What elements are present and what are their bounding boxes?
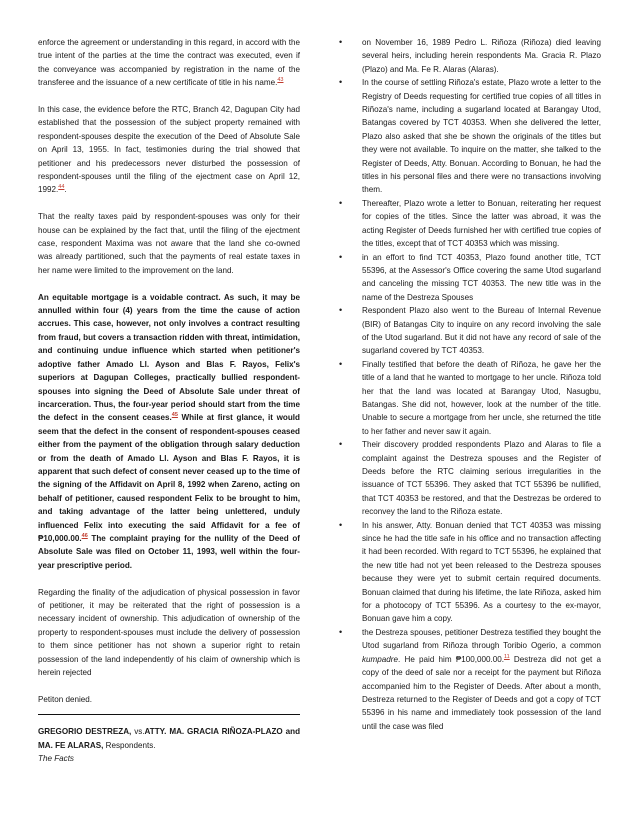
list-item-text: Their discovery prodded respondents Plazo and Alaras to file a complaint against the Destreza spouses and the Register of Deeds before the RTC claiming serious irregularities in the issuance of TCT 55396. They asked that TCT 55396 be nullified, that TCT 40353 be restored, and that the Destrezas be ordered to reconvey the land to the Riñoza estate. (362, 440, 601, 517)
paragraph-text: In this case, the evidence before the RTC, Branch 42, Dagupan City had established that the possession of the subject property remained with respondent-spouses despite the execution of the Deed of Absolute Sale on April 13, 1955. In fact, testimonies during the trial showed that petitioner and his predecessors never disturbed the possession of respondent-spouses until the filing of the ejectment case on April 12, 1992. (38, 105, 300, 195)
footnote-link[interactable]: 45 (171, 412, 178, 419)
bullet-icon: • (339, 77, 343, 88)
bullet-icon: • (339, 358, 343, 369)
paragraph-text: Regarding the finality of the adjudication of physical possession in favor of petitioner, it may be reiterated that the right of possession is a necessary incident of ownership. This adjudication of ownership of the property to respondent-spouses must include the delivery of possession to them since petitioner has not shown a superior right to retain possession of the land independently of his claim of ownership which is herein rejected (38, 587, 300, 678)
bullet-icon: • (339, 305, 343, 316)
list-item-text: In the course of settling Riñoza's estate, Plazo wrote a letter to the Registry of Deeds requesting for certified true copies of all titles in Riñoza's name, including a sugarland located at Barangay Utod, Batangas covered by TCT 40353. When she delivered the letter, Plazo also asked that she be shown the originals of the titles but they were not available. To inquire on the matter, she talked to the Register of Deeds, Atty. Bonuan. According to Bonuan, he had the titles in his personal files and there were no transactions involving them. (362, 78, 601, 195)
list-item-text: Finally testified that before the death of Riñoza, he gave her the title of a land that he wanted to mortgage to her uncle. Riñoza told her that the land was located at Barangay Utod, Nasugbu, Batangas. She did not, however, look at the number of the title. Unable to secure a mortgage from her uncle, she returned the title to her father and never saw it again. (362, 359, 601, 436)
bullet-icon: • (339, 439, 343, 450)
list-item-text-italic: kumpadre (362, 654, 398, 664)
bullet-icon: • (339, 251, 343, 262)
paragraph-possession (38, 586, 300, 680)
paragraph-equitable-mortgage (38, 291, 300, 573)
list-item (339, 197, 601, 251)
list-item (339, 304, 601, 358)
bullet-icon: • (339, 519, 343, 530)
petitioner-name: GREGORIO DESTREZA, (38, 727, 132, 737)
respondents-role: Respondents. (103, 740, 156, 750)
list-item-text: Destreza did not get a copy of the deed of sale nor a receipt for the payment but Riñoza accompanied him to the Register of Deeds. After about a month, Destreza returned to the Register of Deeds and got a copy of TCT 55396 in his name and immediately took possession of the land until the case was filed (362, 654, 601, 731)
list-item-text: Thereafter, Plazo wrote a letter to Bonuan, reiterating her request for copies of the titles. Since the latter was abroad, it was the acting Register of Deeds furnished her with certified true copies of the titles, except that of TCT 40353 which was missing. (362, 198, 601, 249)
list-item-text: the Destreza spouses, petitioner Destreza testified they bought the Utod sugarland from Riñoza through Toribio Ogerio, a common (362, 627, 601, 651)
footnote-link[interactable]: 43 (277, 77, 284, 84)
bullet-icon: • (339, 197, 343, 208)
respondents-names: ATTY. MA. GRACIA RIÑOZA-PLAZO and MA. FE ALARAS, (38, 727, 301, 750)
list-item-text: on November 16, 1989 Pedro L. Riñoza (Riñoza) died leaving several heirs, including herein respondents Ma. Gracia R. Plazo (Plazo) and Ma. Fe R. Alaras (Alaras). (362, 38, 601, 74)
left-column (38, 36, 300, 765)
paragraph-text: An equitable mortgage is a voidable contract. As such, it may be annulled within four (4) years from the time the cause of action accrues. This case, however, not only involves a contract resulting from fraud, but covers a transaction ridden with threat, intimidation, and continuing undue influence which started when petitioner's adoptive father Amado Ll. Ayson and Blas F. Rayos, Felix's superiors at Dagupan Colleges, practically bullied respondent-spouses into signing the Deed of Absolute Sale under threat of incarceration. Thus, the four-year period should start from the time the defect in the consent ceases. (38, 292, 300, 423)
paragraph-text: While at first glance, it would seem that the defect in the consent of respondent-spouses ceased either from the payment of the obligation through salary deduction or from the death of Amado Ll. Ayson and Blas F. Rayos, it is apparent that such defect of consent never ceased up to the time of the signing of the Affidavit on April 8, 1992 when Zareno, acting on behalf of petitioner, caused respondent Felix to be brought to him, and taking advantage of the latter being unlettered, unduly influenced Felix into executing the said Affidavit for a fee of ₱10,000.00. (38, 413, 300, 543)
paragraph-disposition (38, 693, 300, 706)
right-column (339, 36, 601, 733)
paragraph-text: enforce the agreement or understanding in this regard, in accord with the true intent of the parties at the time the contract was executed, even if the conveyance was accompanied by registration in the name of the transferee and the issuance of a new certificate of title in his name. (38, 38, 300, 88)
list-item (339, 519, 601, 626)
paragraph-evidence (38, 103, 300, 197)
bullet-icon: • (339, 626, 343, 637)
bullet-icon: • (339, 37, 343, 47)
paragraph-reconveyance (38, 36, 300, 90)
paragraph-text: That the realty taxes paid by respondent-spouses was only for their house can be explained by the fact that, until the filing of the ejectment case, respondent Maxima was not aware that the land she co-owned was already partitioned, such that the payments of real estate taxes in her name were limited to the improvement on the land. (38, 212, 300, 275)
section-divider (38, 714, 300, 715)
list-item-text: In his answer, Atty. Bonuan denied that TCT 40353 was missing since he had the title safe in his office and no transaction affecting it had been recorded. With regard to TCT 55396, he explained that the new title had not yet been released to the Destreza spouses because they were yet to submit certain required documents. Bonuan claimed that during his lifetime, the late Riñoza, asked him for a photocopy of TCT 55396. As a courtesy to the ex-mayor, Bonuan gave him a copy. (362, 520, 601, 624)
paragraph-text: . (64, 185, 67, 195)
list-item (339, 251, 601, 305)
paragraph-text: Petiton denied. (38, 694, 93, 704)
footnote-link[interactable]: 46 (81, 532, 88, 539)
list-item-text: in an effort to find TCT 40353, Plazo found another title, TCT 55396, at the Assessor's Office covering the same Utod sugarland and canceling the missing TCT 40353. The new title was in the name of the Destreza Spouses (362, 252, 601, 302)
paragraph-text: The complaint praying for the nullity of the Deed of Absolute Sale was filed on October 11, 1993, well within the four-year prescriptive period. (38, 533, 300, 570)
footnote-link[interactable]: 44 (58, 184, 65, 191)
versus-label: vs. (131, 727, 145, 737)
facts-list (339, 36, 601, 733)
paragraph-realty-taxes (38, 210, 300, 277)
list-item (339, 358, 601, 438)
list-item (339, 438, 601, 518)
case-parties (38, 725, 300, 752)
list-item (339, 36, 601, 76)
list-item (339, 626, 601, 733)
list-item-text: Respondent Plazo also went to the Bureau of Internal Revenue (BIR) of Batangas City to inquire on any record involving the sale of the Utod sugarland. But it did not have any record of sale of the sugarland covered by TCT 40353. (362, 306, 601, 356)
facts-heading: The Facts (38, 754, 74, 764)
footnote-link[interactable]: 11 (503, 653, 510, 660)
list-item-text: . He paid him ₱100,000.00. (398, 654, 504, 664)
list-item (339, 76, 601, 197)
